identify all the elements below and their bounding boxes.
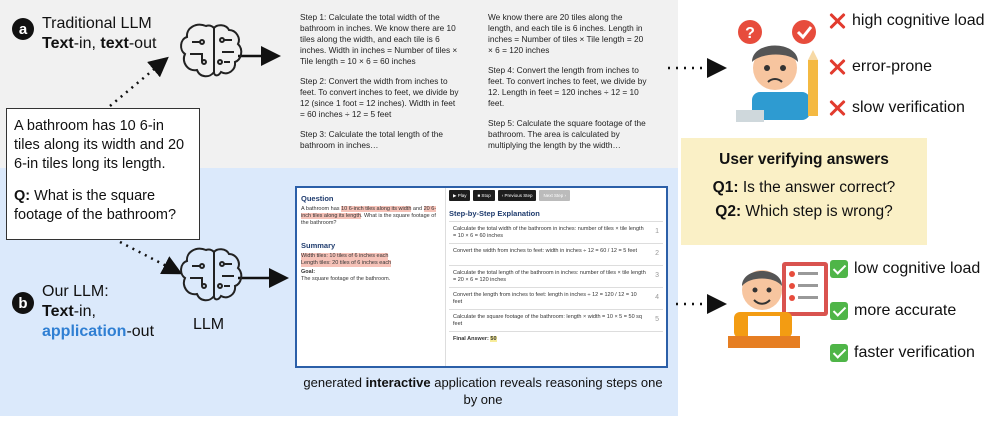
next-step-button[interactable]: Next Step › xyxy=(539,190,570,201)
previous-step-button[interactable]: ‹ Previous Step xyxy=(498,190,537,201)
traditional-llm-label xyxy=(42,14,156,54)
prompt-box xyxy=(6,108,200,240)
cross-icon xyxy=(828,58,846,76)
reasoning-step: Step 1: Calculate the total width of the bathroom in inches. We know there are 10 tiles along the width, and each tile is 6 inches. Width in inches = Number of tiles × Tile length = 10 × 6 = 60 inches xyxy=(300,12,458,66)
app-goal-text: The square footage of the bathroom. xyxy=(301,276,391,282)
app-summary-width: Width tiles: 10 tiles of 6 inches each xyxy=(301,253,389,259)
our-llm-label xyxy=(42,282,154,342)
reasoning-step: Step 2: Convert the width from inches to feet. To convert inches to feet, we divide by 12 (since 1 foot = 12 inches). Width in feet = 60 inches ÷ 12 = 5 feet xyxy=(300,76,459,119)
pro-item: faster verification xyxy=(830,344,975,362)
reasoning-steps-col1 xyxy=(300,12,460,160)
llm-label: LLM xyxy=(193,316,225,333)
con-item: error-prone xyxy=(828,58,932,76)
reasoning-step: Step 4: Convert the length from inches to feet. To convert inches to feet, we divide by 12. Length in feet = 120 inches ÷ 12 = 10 feet. xyxy=(488,65,647,108)
con-item: high cognitive load xyxy=(828,12,985,30)
verify-q2: Q2: Which step is wrong? xyxy=(715,203,893,220)
user-verify-box xyxy=(681,138,927,245)
app-right-panel xyxy=(449,190,663,347)
prompt-question: Q: What is the square footage of the bathroom? xyxy=(14,188,177,223)
cross-icon xyxy=(828,12,846,30)
reasoning-step: Step 5: Calculate the square footage of the bathroom. The area is calculated by multiplying the length by the width… xyxy=(488,118,646,150)
pro-item: more accurate xyxy=(830,302,956,320)
svg-text:?: ? xyxy=(745,25,755,42)
stop-button[interactable]: ■ Stop xyxy=(473,190,494,201)
app-summary-title: Summary xyxy=(301,241,336,250)
prompt-to-brain-b-arrow xyxy=(120,242,178,272)
happy-user-icon xyxy=(728,262,828,348)
our-llm-title: Our LLM: xyxy=(42,283,109,300)
app-divider xyxy=(445,188,446,368)
reasoning-step: Step 3: Calculate the total length of the bathroom in inches… xyxy=(300,129,443,150)
app-explanation-title: Step-by-Step Explanation xyxy=(449,209,540,218)
verify-title: User verifying answers xyxy=(719,151,889,168)
app-controls xyxy=(449,190,663,201)
reasoning-step: We know there are 20 tiles along the length, and each tile is 6 inches. Length in inches = Number of tiles × Tile length = 20 × 6 = 120 inches xyxy=(488,12,644,55)
pro-item: low cognitive load xyxy=(830,260,980,278)
app-step-row[interactable]: Convert the length from inches to feet: length in inches ÷ 12 = 120 / 12 = 10 feet 4 xyxy=(449,287,663,309)
app-question-text: A bathroom has 10 6-inch tiles along its width and 20 6-inch tiles along its length. What is the square footage of the bathroom? xyxy=(301,206,437,226)
app-step-row[interactable]: Calculate the square footage of the bathroom: length × width = 10 × 5 = 50 sq feet 5 xyxy=(449,309,663,331)
app-caption: generated interactive application reveals reasoning steps one by one xyxy=(303,375,663,407)
traditional-llm-title: Traditional LLM xyxy=(42,15,152,32)
brain-icon xyxy=(181,25,241,77)
app-goal-label: Goal: xyxy=(301,269,316,275)
traditional-llm-subtitle: Text-in, text-out xyxy=(42,35,157,52)
reasoning-steps-col2 xyxy=(488,12,648,160)
prompt-to-brain-a-arrow xyxy=(110,60,165,106)
con-item: slow verification xyxy=(828,99,965,117)
app-step-row[interactable]: Calculate the total width of the bathroom in inches: number of tiles × tile length = 10 × 6 = 60 inches 1 xyxy=(449,221,663,243)
app-step-row[interactable]: Convert the width from inches to feet: width in inches ÷ 12 = 60 / 12 = 5 feet 2 xyxy=(449,243,663,265)
check-icon xyxy=(830,344,848,362)
app-step-row[interactable]: Calculate the total length of the bathroom in inches: number of tiles × tile length = 20 × 6 = 120 inches 3 xyxy=(449,265,663,287)
prompt-text: A bathroom has 10 6-in tiles along its width and 20 6-in tiles long its length. xyxy=(14,118,185,172)
label-b-badge: b xyxy=(12,292,34,314)
verify-q1: Q1: Is the answer correct? xyxy=(712,179,896,196)
our-llm-app-out: application-out xyxy=(42,323,155,340)
interactive-app-preview xyxy=(295,186,668,368)
check-icon xyxy=(830,302,848,320)
check-icon xyxy=(830,260,848,278)
app-left-panel xyxy=(301,192,441,283)
play-button[interactable]: ▶ Play xyxy=(449,190,470,201)
stressed-user-icon xyxy=(736,20,818,122)
app-final-answer: Final Answer: 50 xyxy=(449,331,663,347)
cross-icon xyxy=(828,99,846,117)
label-a-badge: a xyxy=(12,18,34,40)
our-llm-text-in: Text-in, xyxy=(42,303,96,320)
brain-icon xyxy=(181,249,241,301)
app-summary-length: Length tiles: 20 tiles of 6 inches each xyxy=(301,260,392,266)
app-question-title: Question xyxy=(301,194,334,203)
